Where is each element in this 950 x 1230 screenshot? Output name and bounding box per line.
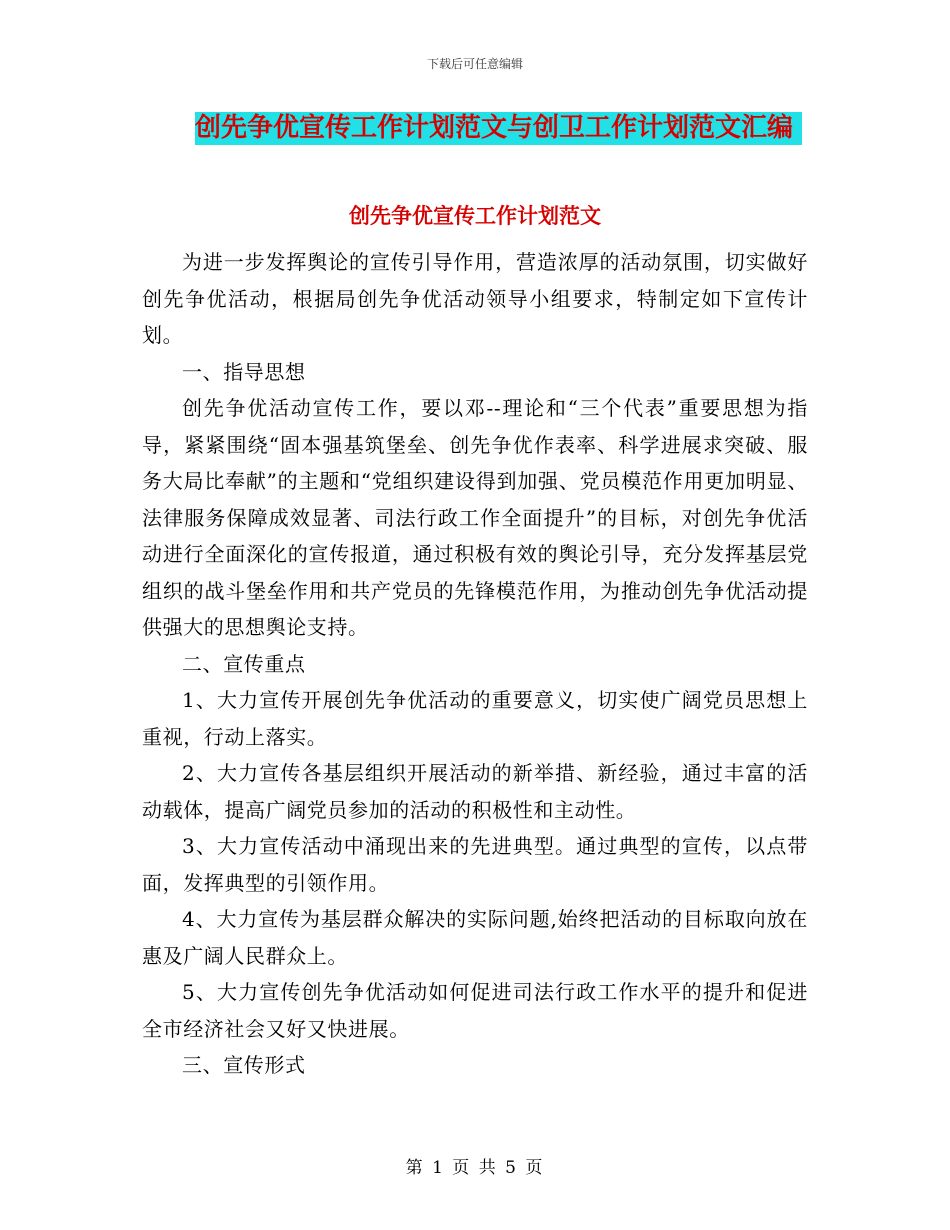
document-body bbox=[142, 244, 808, 1084]
heading-guiding-ideology: 一、指导思想 bbox=[182, 359, 306, 384]
list-item-focus-5: 5、大力宣传创先争优活动如何促进司法行政工作水平的提升和促进全市经济社会又好又快进展。 bbox=[142, 980, 808, 1041]
heading-publicity-form: 三、宣传形式 bbox=[182, 1053, 306, 1077]
paragraph-intro: 为进一步发挥舆论的宣传引导作用，营造浓厚的活动氛围，切实做好创先争优活动，根据局创先争优活动领导小组要求，特制定如下宣传计划。 bbox=[142, 250, 808, 347]
list-item-focus-1: 1、大力宣传开展创先争优活动的重要意义，切实使广阔党员思想上重视，行动上落实。 bbox=[142, 688, 808, 749]
document-title: 创先争优宣传工作计划范文与创卫工作计划范文汇编 bbox=[195, 112, 802, 145]
section-title: 创先争优宣传工作计划范文 bbox=[349, 204, 601, 228]
list-item-focus-3: 3、大力宣传活动中涌现出来的先进典型。通过典型的宣传，以点带面，发挥典型的引领作用。 bbox=[142, 834, 808, 895]
list-item-focus-4: 4、大力宣传为基层群众解决的实际问题,始终把活动的目标取向放在惠及广阔人民群众上。 bbox=[142, 907, 808, 968]
page-footer: 第 1 页 共 5 页 bbox=[405, 1158, 545, 1178]
paragraph-guiding-ideology: 创先争优活动宣传工作，要以邓--理论和“三个代表”重要思想为指导，紧紧围绕“固本强基筑堡垒、创先争优作表率、科学进展求突破、服务大局比奉献”的主题和“党组织建设得到加强、党员模范作用更加明显、法律服务保障成效显著、司法行政工作全面提升”的目标，对创先争优活动进行全面深化的宣传报道，通过积极有效的舆论引导，充分发挥基层党组织的战斗堡垒作用和共产党员的先锋模范作用，为推动创先争优活动提供强大的思想舆论支持。 bbox=[142, 396, 808, 639]
heading-publicity-focus: 二、宣传重点 bbox=[182, 651, 306, 676]
header-note: 下载后可任意编辑 bbox=[426, 57, 523, 71]
list-item-focus-2: 2、大力宣传各基层组织开展活动的新举措、新经验，通过丰富的活动载体，提高广阔党员参加的活动的积极性和主动性。 bbox=[142, 761, 808, 822]
